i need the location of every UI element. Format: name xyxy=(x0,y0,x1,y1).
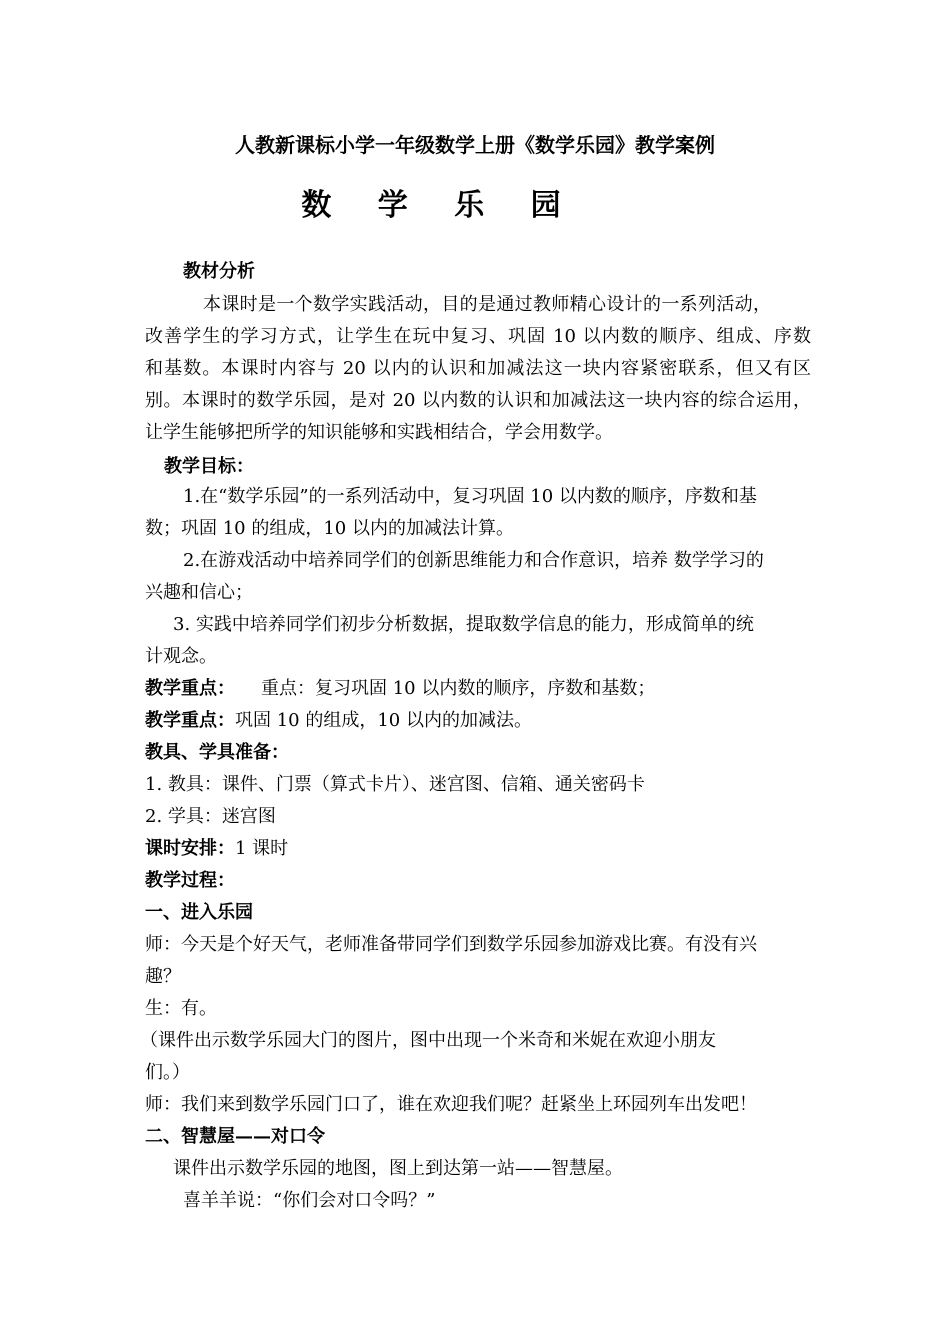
key-point-2-label: 教学重点： xyxy=(145,710,235,731)
schedule-text: 1 课时 xyxy=(235,838,289,859)
goal-3-line-1: 3. 实践中培养同学们初步分析数据，提取数学信息的能力，形成简单的统 xyxy=(173,614,754,635)
key-point-2 xyxy=(145,709,532,733)
section-2-line-1: 课件出示数学乐园的地图，图上到达第一站——智慧屋。 xyxy=(173,1158,623,1179)
key-point-1 xyxy=(145,677,655,701)
goals-heading: 教学目标： xyxy=(164,456,254,477)
schedule-label: 课时安排： xyxy=(145,838,235,859)
analysis-heading: 教材分析 xyxy=(183,261,255,282)
goal-2-line-1: 2.在游戏活动中培养同学们的创新思维能力和合作意识，培养 数学学习的 xyxy=(183,550,764,571)
section-2-heading: 二、智慧屋——对口令 xyxy=(145,1126,325,1147)
goal-2-line-2: 兴趣和信心； xyxy=(145,582,253,603)
goal-1-line-2: 数；巩固 10 的组成，10 以内的加减法计算。 xyxy=(145,518,514,539)
goal-3-line-2: 计观念。 xyxy=(145,646,217,667)
schedule xyxy=(145,837,288,861)
key-point-1-text: 重点：复习巩固 10 以内数的顺序，序数和基数； xyxy=(261,678,656,699)
section-1-teacher-line-2: 师：我们来到数学乐园门口了，谁在欢迎我们呢？赶紧坐上环园列车出发吧！ xyxy=(145,1094,757,1115)
analysis-line-3: 和基数。本课时内容与 20 以内的认识和加减法这一块内容紧密联系，但又有区 xyxy=(145,358,811,379)
process-heading: 教学过程： xyxy=(145,870,235,891)
analysis-line-1: 本课时是一个数学实践活动，目的是通过教师精心设计的一系列活动， xyxy=(203,294,771,315)
analysis-line-4: 别。本课时的数学乐园，是对 20 以内数的认识和加减法这一块内容的综合运用， xyxy=(145,390,811,411)
section-1-teacher-line-1b: 趣？ xyxy=(145,966,181,987)
section-2-line-2: 喜羊羊说：“你们会对口令吗？” xyxy=(183,1190,436,1211)
section-1-note-line-1: （课件出示数学乐园大门的图片，图中出现一个米奇和米妮在欢迎小朋友 xyxy=(140,1030,716,1051)
key-point-2-text: 巩固 10 的组成，10 以内的加减法。 xyxy=(235,710,532,731)
prep-line-2: 2. 学具：迷宫图 xyxy=(145,806,276,827)
section-1-teacher-line-1: 师：今天是个好天气，老师准备带同学们到数学乐园参加游戏比赛。有没有兴 xyxy=(145,934,757,955)
document-title: 人教新课标小学一年级数学上册《数学乐园》教学案例 xyxy=(235,133,715,157)
section-1-note-line-2: 们。） xyxy=(145,1062,190,1083)
key-point-1-label: 教学重点： xyxy=(145,678,235,699)
lesson-title: 数 学 乐 园 xyxy=(301,188,579,223)
prep-heading: 教具、学具准备： xyxy=(145,742,289,763)
goal-1-line-1: 1.在“数学乐园”的一系列活动中，复习巩固 10 以内数的顺序，序数和基 xyxy=(183,486,757,507)
section-1-heading: 一、进入乐园 xyxy=(145,902,253,923)
prep-line-1: 1. 教具：课件、门票（算式卡片）、迷宫图、信箱、通关密码卡 xyxy=(145,774,645,795)
analysis-line-5: 让学生能够把所学的知识能够和实践相结合，学会用数学。 xyxy=(145,422,613,443)
analysis-line-2: 改善学生的学习方式，让学生在玩中复习、巩固 10 以内数的顺序、组成、序数 xyxy=(145,326,811,347)
section-1-student-line: 生：有。 xyxy=(145,998,217,1019)
